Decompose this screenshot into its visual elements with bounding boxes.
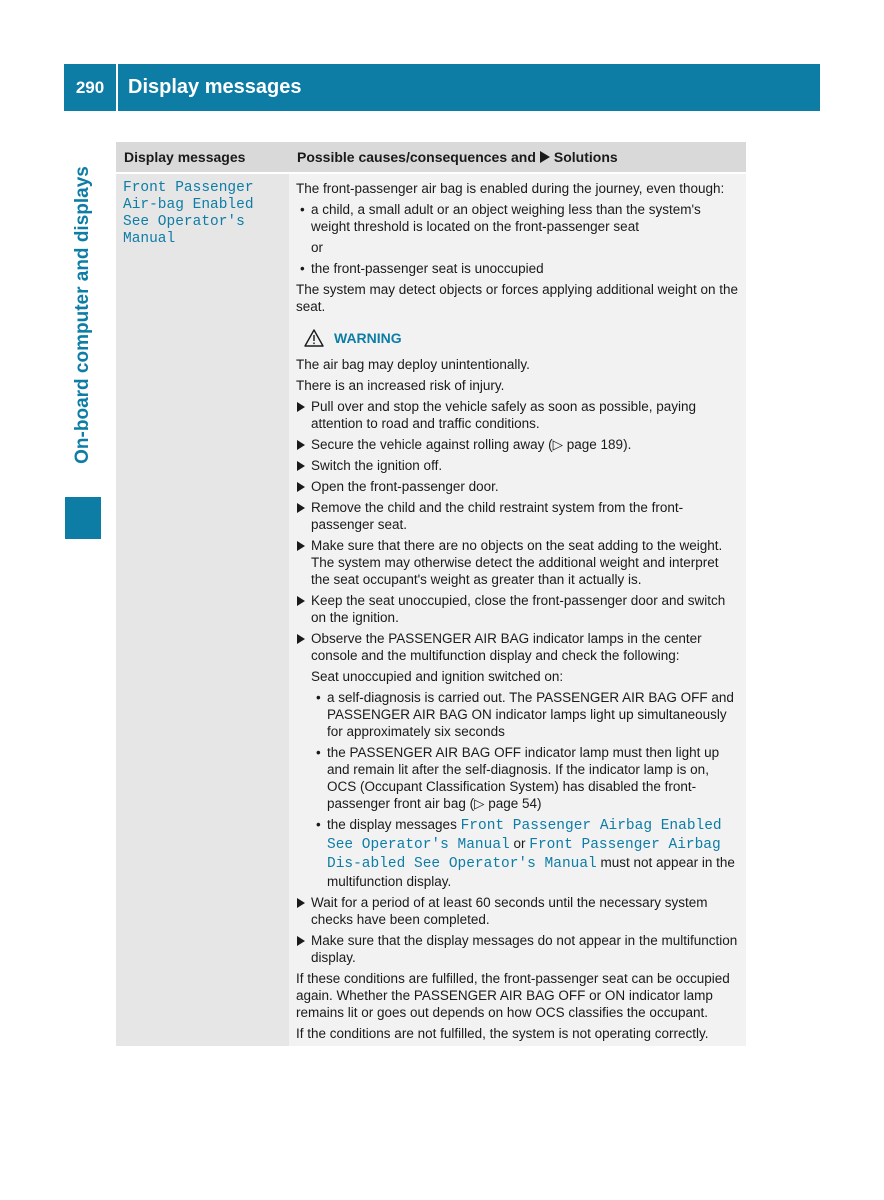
solutions-arrow-icon <box>540 151 550 163</box>
intro-text: The front-passenger air bag is enabled during the journey, even though: <box>296 181 725 196</box>
display-message-cell <box>116 174 289 1046</box>
table-row <box>116 172 746 1046</box>
warning-text: The air bag may deploy unintentionally. <box>296 357 530 372</box>
header-divider <box>116 64 118 111</box>
outro-text: If the conditions are not fulfilled, the system is not operating correctly. <box>296 1026 709 1041</box>
side-tab-marker <box>65 497 101 539</box>
solution-step: Wait for a period of at least 60 seconds until the necessary system checks have been completed. <box>296 894 740 928</box>
solution-step: Make sure that the display messages do not appear in the multifunction display. <box>296 932 740 966</box>
display-messages-table <box>116 142 746 1046</box>
check-bullet: • a self-diagnosis is carried out. The PASSENGER AIR BAG OFF and PASSENGER AIR BAG ON indicator lamps light up simultaneously for approximately six seconds <box>296 689 740 740</box>
solution-step: Secure the vehicle against rolling away (▷ page 189). <box>296 436 740 453</box>
col1-header: Display messages <box>124 149 246 165</box>
display-message-text: Front Passenger Air-bag Enabled See Operator's Manual <box>123 180 254 247</box>
solution-step: Observe the PASSENGER AIR BAG indicator lamps in the center console and the multifunction display and check the following: <box>296 630 740 664</box>
solutions-cell <box>289 174 746 1046</box>
col2-header-text: Possible causes/consequences and <box>297 149 536 165</box>
cause-bullet: • a child, a small adult or an object weighing less than the system's weight threshold is located on the front-passenger seat <box>296 201 740 235</box>
check-text: the display messages <box>327 817 457 832</box>
page-header <box>64 64 820 111</box>
check-intro: Seat unoccupied and ignition switched on: <box>311 669 564 684</box>
solution-step: Remove the child and the child restraint system from the front-passenger seat. <box>296 499 740 533</box>
solution-step: Open the front-passenger door. <box>296 478 740 495</box>
warning-text: There is an increased risk of injury. <box>296 378 505 393</box>
display-message-ref: Front Passenger Airbag Dis-abled See Operator's Manual <box>327 837 721 872</box>
warning-triangle-icon <box>304 329 324 347</box>
side-tab-label: On-board computer and displays <box>72 166 93 464</box>
warning-heading <box>296 329 740 347</box>
or-text: or <box>311 240 324 255</box>
solution-step-text: Make sure that there are no objects on the seat adding to the weight. <box>311 538 723 553</box>
solution-step-note: The system may otherwise detect the additional weight and interpret the seat occupant's weight as greater than it actually is. <box>311 555 719 587</box>
solution-step <box>296 537 740 588</box>
outro-text: If these conditions are fulfilled, the front-passenger seat can be occupied again. Whether the PASSENGER AIR BAG OFF or ON indicator lamp remains lit or goes out depends on how OCS classifies the occupant. <box>296 971 730 1020</box>
check-text: or <box>513 836 526 851</box>
page-title: Display messages <box>128 76 302 98</box>
check-text: must not appear in the multifunction display. <box>327 855 735 889</box>
check-bullet: • the PASSENGER AIR BAG OFF indicator lamp must then light up and remain lit after the self-diagnosis. If the indicator lamp is on, OCS (Occupant Classification System) has disabled the front-passenger front air bag (▷ page 54) <box>296 744 740 812</box>
side-tab <box>65 140 101 490</box>
solution-step: Switch the ignition off. <box>296 457 740 474</box>
page-number: 290 <box>75 77 105 97</box>
warning-label: WARNING <box>334 329 402 346</box>
cause-bullet: • the front-passenger seat is unoccupied <box>296 260 740 277</box>
display-message-ref: Front Passenger Airbag Enabled See Operator's Manual <box>327 818 722 853</box>
col2-header-solutions: Solutions <box>553 149 618 165</box>
solution-step: Pull over and stop the vehicle safely as soon as possible, paying attention to road and traffic conditions. <box>296 398 740 432</box>
table-header <box>116 142 746 172</box>
check-bullet <box>296 816 740 890</box>
detect-text: The system may detect objects or forces applying additional weight on the seat. <box>296 282 738 314</box>
solution-step: Keep the seat unoccupied, close the front-passenger door and switch on the ignition. <box>296 592 740 626</box>
col2-header <box>289 149 746 165</box>
